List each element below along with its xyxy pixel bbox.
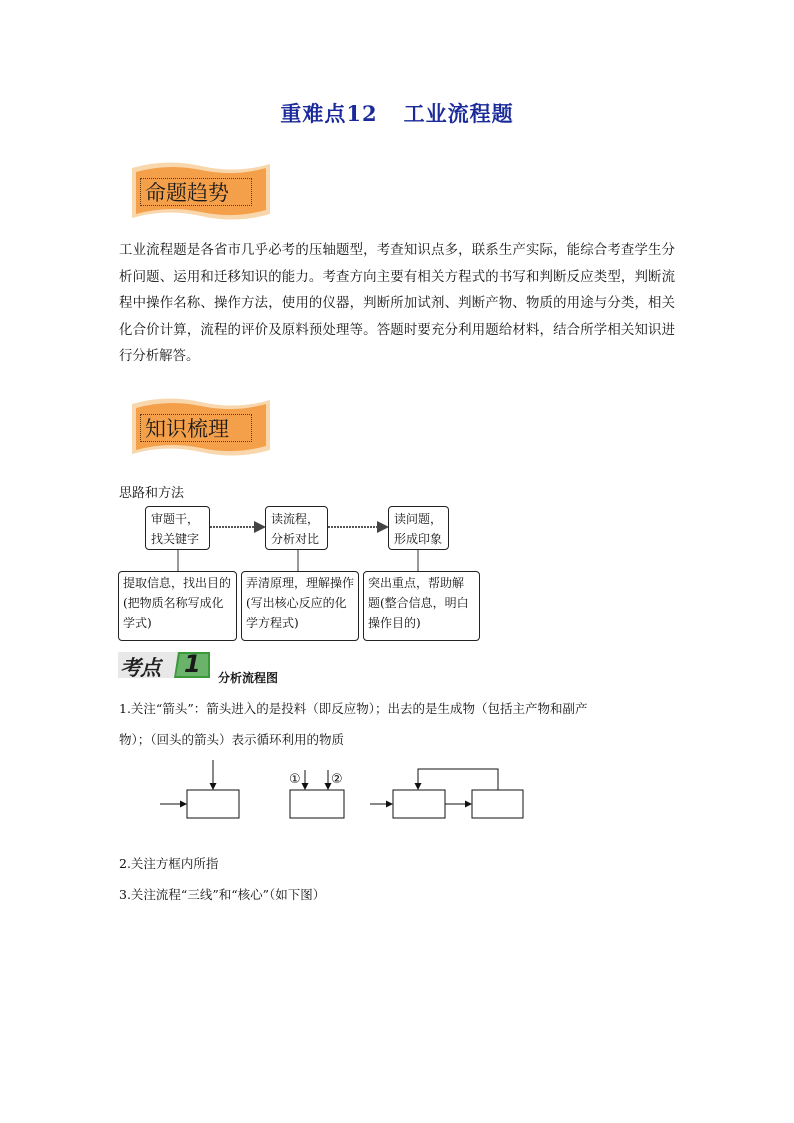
flow-detail-box: 提取信息，找出目的(把物质名称写成化学式) [118,571,237,641]
title-part2: 工业流程题 [403,101,514,126]
flow-step-line2: 分析对比 [271,532,320,546]
flow-step-line1: 读问题， [394,512,443,526]
flow-step-line2: 形成印象 [394,532,443,546]
method-label: 思路和方法 [119,486,185,501]
kaodian-title: 分析流程图 [218,671,279,685]
intro-paragraph: 工业流程题是各省市几乎必考的压轴题型，考查知识点多，联系生产实际，能综合考查学生分析问题、运用和迁移知识的能力。考查方向主要有相关方程式的书写和判断反应类型，判断流程中操作名称、操作方法，使用的仪器，判断所加试剂、判断产物、物质的用途与分类，相关化合价计算，流程的评价及原料预处理等。答题时要充分利用题给材料，结合所学相关知识进行分析解答。 [119,243,675,364]
flow-step-line1: 读流程， [271,512,320,526]
kaodian-number: 1 [184,650,201,678]
item1-line1: 1.关注“箭头”：箭头进入的是投料（即反应物）；出去的是生成物（包括主产物和副产 [119,701,588,716]
title-part1: 重难点12 [280,101,378,126]
item3-line: 3.关注流程“三线”和“核心”（如下图） [119,887,326,902]
item1-line2: 物）；（回头的箭头）表示循环利用的物质 [119,732,345,747]
flow-detail-box: 弄清原理，理解操作(写出核心反应的化学方程式) [241,571,359,641]
banner-title: 命题趋势 [140,178,252,206]
flow-detail-box: 突出重点，帮助解题(整合信息，明白操作目的) [363,571,480,641]
flow-step-line2: 找关键字 [151,532,200,546]
diagram-label-2: ② [331,772,343,787]
kaodian-badge-text: 考点 [120,656,160,680]
flow-step-line1: 审题干， [151,512,200,526]
diagram-label-1: ① [289,772,301,787]
banner-title: 知识梳理 [140,414,252,442]
item2-line: 2.关注方框内所指 [119,856,219,871]
